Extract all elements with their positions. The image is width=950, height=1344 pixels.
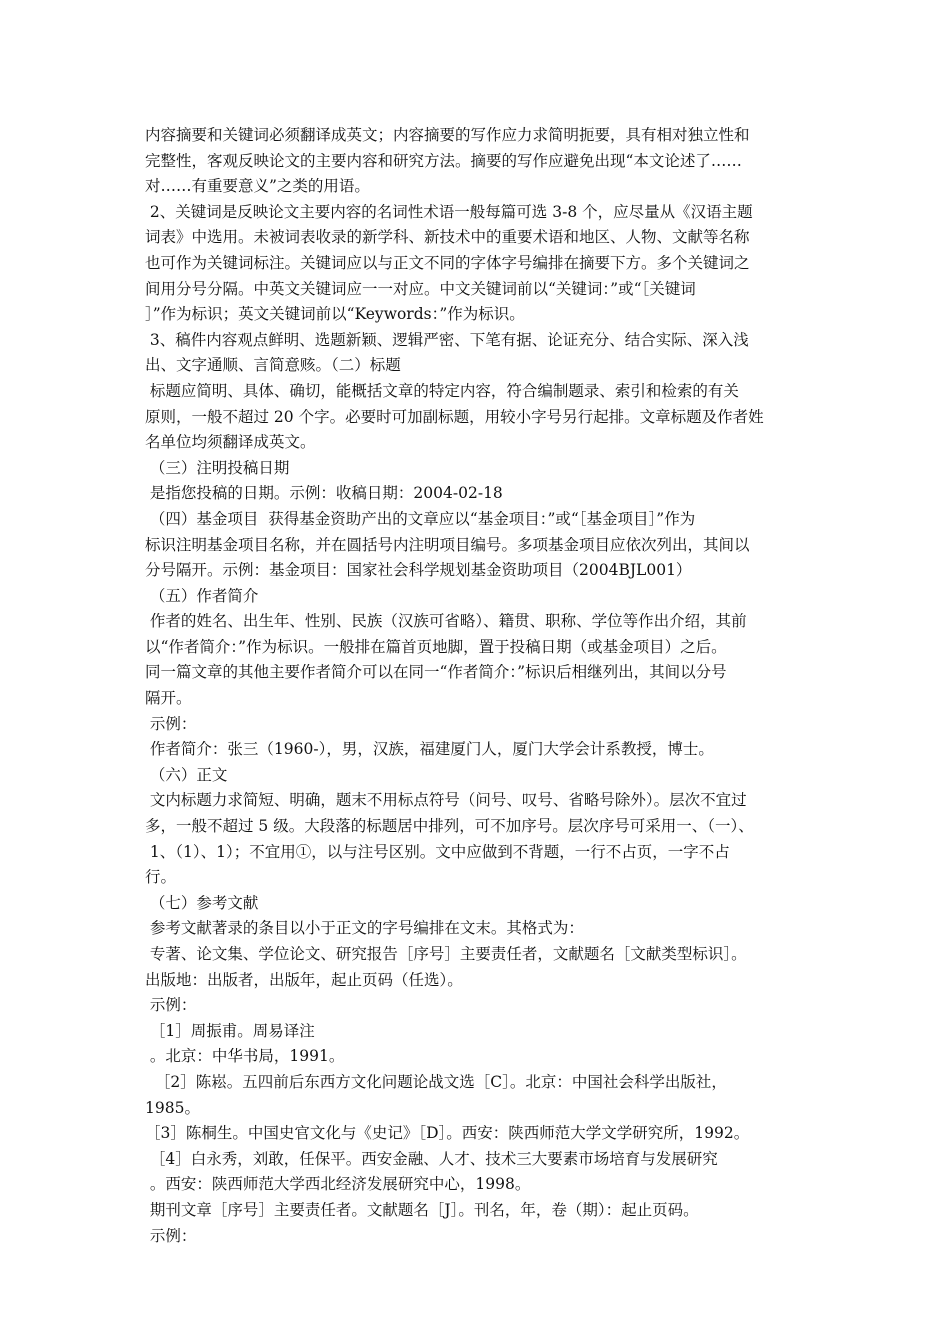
text-line: ［1］周振甫。周易译注 — [145, 1021, 315, 1040]
text-line: 对……有重要意义”之类的用语。 — [145, 177, 370, 196]
text-line: 1、（1）、1）；不宜用①，以与注号区别。文中应做到不背题，一行不占页，一字不占 — [145, 842, 730, 861]
text-line: 示例： — [145, 996, 197, 1015]
text-line: （三）注明投稿日期 — [145, 458, 290, 477]
text-line: 专著、论文集、学位论文、研究报告［序号］主要责任者，文献题名［文献类型标识］。 — [145, 945, 747, 963]
text-line: 多，一般不超过 5 级。大段落的标题居中排列，可不加序号。层次序号可采用一、（一）、 — [145, 817, 754, 836]
text-line: 原则，一般不超过 20 个字。必要时可加副标题，用较小字号另行起排。文章标题及作者姓 — [145, 407, 764, 426]
text-line: 标题应简明、具体、确切，能概括文章的特定内容，符合编制题录、索引和检索的有关 — [145, 381, 739, 400]
text-line: 出、文字通顺、言简意赅。（二）标题 — [145, 356, 401, 375]
text-line: 词表》中选用。未被词表收录的新学科、新技术中的重要术语和地区、人物、文献等名称 — [145, 228, 750, 247]
text-line: 。北京：中华书局，1991。 — [145, 1047, 345, 1066]
text-line: 标识注明基金项目名称，并在圆括号内注明项目编号。多项基金项目应依次列出，其间以 — [145, 535, 750, 554]
text-line: 1985。 — [145, 1098, 200, 1117]
text-line: 也可作为关键词标注。关键词应以与正文不同的字体字号编排在摘要下方。多个关键词之 — [145, 253, 750, 272]
text-line: ］”作为标识；英文关键词前以“Keywords：”作为标识。 — [145, 305, 525, 324]
text-line: 2、关键词是反映论文主要内容的名词性术语一般每篇可选 3-8 个，应尽量从《汉语主题 — [145, 202, 753, 221]
text-line: 是指您投稿的日期。示例：收稿日期：2004-02-18 — [145, 484, 503, 503]
text-line: 间用分号分隔。中英文关键词应一一对应。中文关键词前以“关键词：”或“［关键词 — [145, 279, 696, 298]
text-line: 名单位均须翻译成英文。 — [145, 433, 316, 452]
text-line: ［4］白永秀，刘敢，任保平。西安金融、人才、技术三大要素市场培育与发展研究 — [145, 1149, 718, 1168]
text-line: 参考文献著录的条目以小于正文的字号编排在文末。其格式为： — [145, 919, 584, 938]
text-line: 以“作者简介：”作为标识。一般排在篇首页地脚，置于投稿日期（或基金项目）之后。 — [145, 637, 727, 656]
text-line: ［3］陈桐生。中国史官文化与《史记》［D］。西安：陕西师范大学文学研究所，1992。 — [145, 1124, 750, 1143]
text-line: 示例： — [145, 714, 197, 733]
text-line: 。西安：陕西师范大学西北经济发展研究中心，1998。 — [145, 1175, 531, 1194]
text-line: 期刊文章［序号］主要责任者。文献题名［J］。刊名，年，卷（期）：起止页码。 — [145, 1200, 699, 1219]
text-line: 作者的姓名、出生年、性别、民族（汉族可省略）、籍贯、职称、学位等作出介绍，其前 — [145, 612, 747, 631]
text-line: 分号隔开。示例：基金项目：国家社会科学规划基金资助项目（2004BJL001） — [145, 561, 692, 580]
text-line: 出版地：出版者，出版年，起止页码（任选）。 — [145, 970, 463, 989]
text-line: 内容摘要和关键词必须翻译成英文；内容摘要的写作应力求简明扼要，具有相对独立性和 — [145, 126, 750, 144]
document-body — [145, 123, 817, 1249]
text-line: ［2］陈崧。五四前后东西方文化问题论战文选［C］。北京：中国社会科学出版社， — [145, 1072, 727, 1091]
text-line: 3、稿件内容观点鲜明、选题新颖、逻辑严密、下笔有据、论证充分、结合实际、深入浅 — [145, 330, 749, 349]
text-line: 行。 — [145, 868, 177, 887]
text-line: （五）作者简介 — [145, 586, 259, 605]
text-line: （四）基金项目 获得基金资助产出的文章应以“基金项目：”或“［基金项目］”作为 — [145, 509, 696, 528]
text-line: 完整性，客观反映论文的主要内容和研究方法。摘要的写作应避免出现“本文论述了…… — [145, 151, 742, 170]
text-line: 示例： — [145, 1226, 197, 1245]
text-line: 隔开。 — [145, 689, 192, 708]
text-line: 作者简介：张三（1960-），男，汉族，福建厦门人，厦门大学会计系教授，博士。 — [145, 740, 714, 759]
text-line: （六）正文 — [145, 765, 228, 784]
text-line: 文内标题力求简短、明确，题末不用标点符号（问号、叹号、省略号除外）。层次不宜过 — [145, 791, 747, 810]
text-line: （七）参考文献 — [145, 893, 259, 912]
text-line: 同一篇文章的其他主要作者简介可以在同一“作者简介：”标识后相继列出，其间以分号 — [145, 663, 727, 682]
